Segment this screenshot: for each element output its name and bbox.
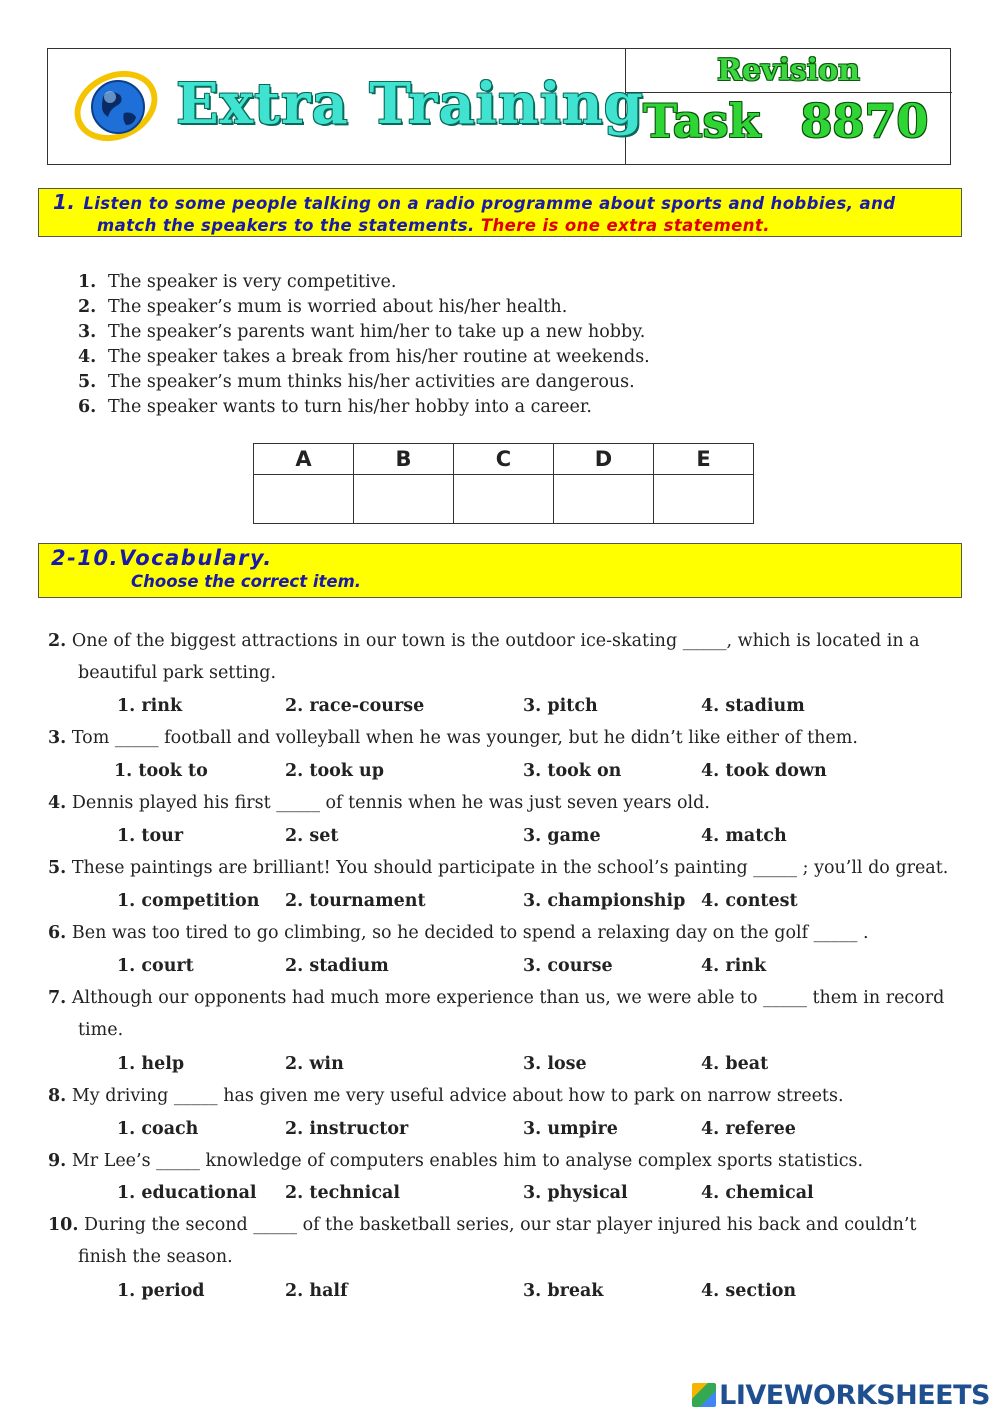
liveworksheets-logo-text: LIVEWORKSHEETS — [719, 1380, 990, 1411]
task-number: 8870 — [800, 94, 929, 148]
answer-cell-b[interactable] — [354, 475, 454, 524]
answer-header-a: A — [254, 444, 354, 475]
question-text: These paintings are brilliant! You should participate in the school’s painting _____ ; you’ll do great. — [71, 858, 949, 878]
option-3[interactable]: 3. took on — [523, 761, 622, 781]
option-4[interactable]: 4. stadium — [701, 696, 805, 716]
statement-item — [78, 345, 650, 370]
worksheet-header — [47, 48, 951, 165]
statement-number: 2. — [78, 297, 97, 317]
option-2[interactable]: 2. technical — [285, 1183, 400, 1203]
option-4[interactable]: 4. contest — [701, 891, 798, 911]
header-hdivider — [625, 92, 952, 93]
section1-instruction-line2: match the speakers to the statements. — [97, 216, 475, 235]
question-number: 10. — [48, 1215, 79, 1235]
option-3[interactable]: 3. game — [523, 826, 601, 846]
option-3[interactable]: 3. physical — [523, 1183, 628, 1203]
question-3 — [48, 722, 952, 754]
question-text: Mr Lee’s _____ knowledge of computers enables him to analyse complex sports statistics. — [71, 1151, 864, 1171]
option-1[interactable]: 1. period — [117, 1281, 205, 1301]
answer-cell-d[interactable] — [554, 475, 654, 524]
question-7 — [48, 982, 952, 1046]
task-label — [643, 94, 928, 148]
option-2[interactable]: 2. instructor — [285, 1119, 409, 1139]
statement-number: 5. — [78, 372, 97, 392]
question-5 — [48, 852, 952, 884]
statement-number: 3. — [78, 322, 97, 342]
question-number: 9. — [48, 1151, 67, 1171]
options-q8 — [117, 1113, 917, 1145]
statement-item — [78, 320, 650, 345]
options-q5 — [117, 885, 917, 917]
option-3[interactable]: 3. break — [523, 1281, 604, 1301]
option-3[interactable]: 3. course — [523, 956, 613, 976]
section2-heading: 2-10.Vocabulary. — [51, 546, 273, 570]
question-number: 7. — [48, 988, 67, 1008]
liveworksheets-logo-icon — [692, 1383, 716, 1407]
statements-list — [78, 270, 650, 420]
question-text: Although our opponents had much more experience than us, we were able to _____ them in record — [71, 988, 945, 1008]
question-number: 3. — [48, 728, 67, 748]
question-text: Ben was too tired to go climbing, so he decided to spend a relaxing day on the golf _____ . — [71, 923, 869, 943]
section2-instruction — [38, 543, 962, 598]
answer-cell-e[interactable] — [654, 475, 754, 524]
page-title: Extra Training — [176, 71, 644, 137]
statement-text: The speaker’s parents want him/her to take up a new hobby. — [108, 322, 646, 342]
globe-icon — [74, 69, 158, 143]
statement-item — [78, 370, 650, 395]
option-3[interactable]: 3. pitch — [523, 696, 598, 716]
section1-instruction-text: Listen to some people talking on a radio programme about sports and hobbies, and — [83, 194, 896, 213]
option-3[interactable]: 3. lose — [523, 1054, 587, 1074]
statement-number: 1. — [78, 272, 97, 292]
question-4 — [48, 787, 952, 819]
statement-item — [78, 395, 650, 420]
option-2[interactable]: 2. half — [285, 1281, 348, 1301]
option-1[interactable]: 1. took to — [114, 761, 208, 781]
options-q9 — [117, 1177, 917, 1209]
question-10 — [48, 1209, 952, 1273]
question-text-cont: time. — [78, 1020, 124, 1040]
option-4[interactable]: 4. beat — [701, 1054, 769, 1074]
revision-label: Revision — [717, 53, 860, 88]
question-text: My driving _____ has given me very useful advice about how to park on narrow streets. — [71, 1086, 844, 1106]
question-text: Tom _____ football and volleyball when he was younger, but he didn’t like either of them. — [71, 728, 858, 748]
option-1[interactable]: 1. coach — [117, 1119, 199, 1139]
question-2 — [48, 625, 952, 689]
options-q3 — [114, 755, 917, 787]
statement-text: The speaker takes a break from his/her routine at weekends. — [108, 347, 650, 367]
option-2[interactable]: 2. win — [285, 1054, 344, 1074]
task-word: Task — [643, 94, 761, 148]
option-2[interactable]: 2. set — [285, 826, 339, 846]
answer-header-e: E — [654, 444, 754, 475]
option-2[interactable]: 2. tournament — [285, 891, 426, 911]
question-text: One of the biggest attractions in our town is the outdoor ice-skating _____, which is located in a — [71, 631, 920, 651]
option-4[interactable]: 4. rink — [701, 956, 767, 976]
option-3[interactable]: 3. umpire — [523, 1119, 618, 1139]
answer-header-b: B — [354, 444, 454, 475]
option-1[interactable]: 1. rink — [117, 696, 183, 716]
question-number: 2. — [48, 631, 67, 651]
option-2[interactable]: 2. stadium — [285, 956, 389, 976]
question-9 — [48, 1145, 952, 1177]
options-q10 — [117, 1275, 917, 1307]
option-4[interactable]: 4. referee — [701, 1119, 796, 1139]
answer-header-c: C — [454, 444, 554, 475]
option-1[interactable]: 1. educational — [117, 1183, 257, 1203]
question-text: Dennis played his first _____ of tennis when he was just seven years old. — [71, 793, 710, 813]
answer-header-d: D — [554, 444, 654, 475]
liveworksheets-logo[interactable] — [692, 1380, 990, 1411]
question-text-cont: beautiful park setting. — [78, 663, 277, 683]
statement-text: The speaker’s mum thinks his/her activities are dangerous. — [108, 372, 635, 392]
options-q7 — [117, 1048, 917, 1080]
statement-item — [78, 295, 650, 320]
option-1[interactable]: 1. help — [117, 1054, 185, 1074]
option-2[interactable]: 2. took up — [285, 761, 384, 781]
question-number: 4. — [48, 793, 67, 813]
option-4[interactable]: 4. took down — [701, 761, 827, 781]
statement-text: The speaker wants to turn his/her hobby into a career. — [108, 397, 592, 417]
option-3[interactable]: 3. championship — [523, 891, 686, 911]
answer-table — [253, 443, 754, 524]
section2-subheading: Choose the correct item. — [131, 572, 362, 591]
statement-number: 4. — [78, 347, 97, 367]
option-1[interactable]: 1. tour — [117, 826, 184, 846]
options-q4 — [117, 820, 917, 852]
statement-text: The speaker’s mum is worried about his/her health. — [108, 297, 568, 317]
options-q2 — [117, 690, 917, 722]
section1-number: 1. — [53, 190, 76, 214]
question-number: 8. — [48, 1086, 67, 1106]
option-4[interactable]: 4. chemical — [701, 1183, 814, 1203]
options-q6 — [117, 950, 917, 982]
answer-cell-c[interactable] — [454, 475, 554, 524]
statement-number: 6. — [78, 397, 97, 417]
question-number: 6. — [48, 923, 67, 943]
question-number: 5. — [48, 858, 67, 878]
answer-cell-a[interactable] — [254, 475, 354, 524]
question-6 — [48, 917, 952, 949]
section1-instruction — [38, 188, 962, 237]
section1-extra-note: There is one extra statement. — [480, 216, 770, 235]
question-8 — [48, 1080, 952, 1112]
option-4[interactable]: 4. section — [701, 1281, 797, 1301]
option-2[interactable]: 2. race-course — [285, 696, 425, 716]
question-text-cont: finish the season. — [78, 1247, 233, 1267]
option-1[interactable]: 1. competition — [117, 891, 260, 911]
question-text: During the second _____ of the basketball series, our star player injured his back and couldn’t — [84, 1215, 917, 1235]
option-1[interactable]: 1. court — [117, 956, 194, 976]
statement-item — [78, 270, 650, 295]
option-4[interactable]: 4. match — [701, 826, 787, 846]
statement-text: The speaker is very competitive. — [108, 272, 397, 292]
